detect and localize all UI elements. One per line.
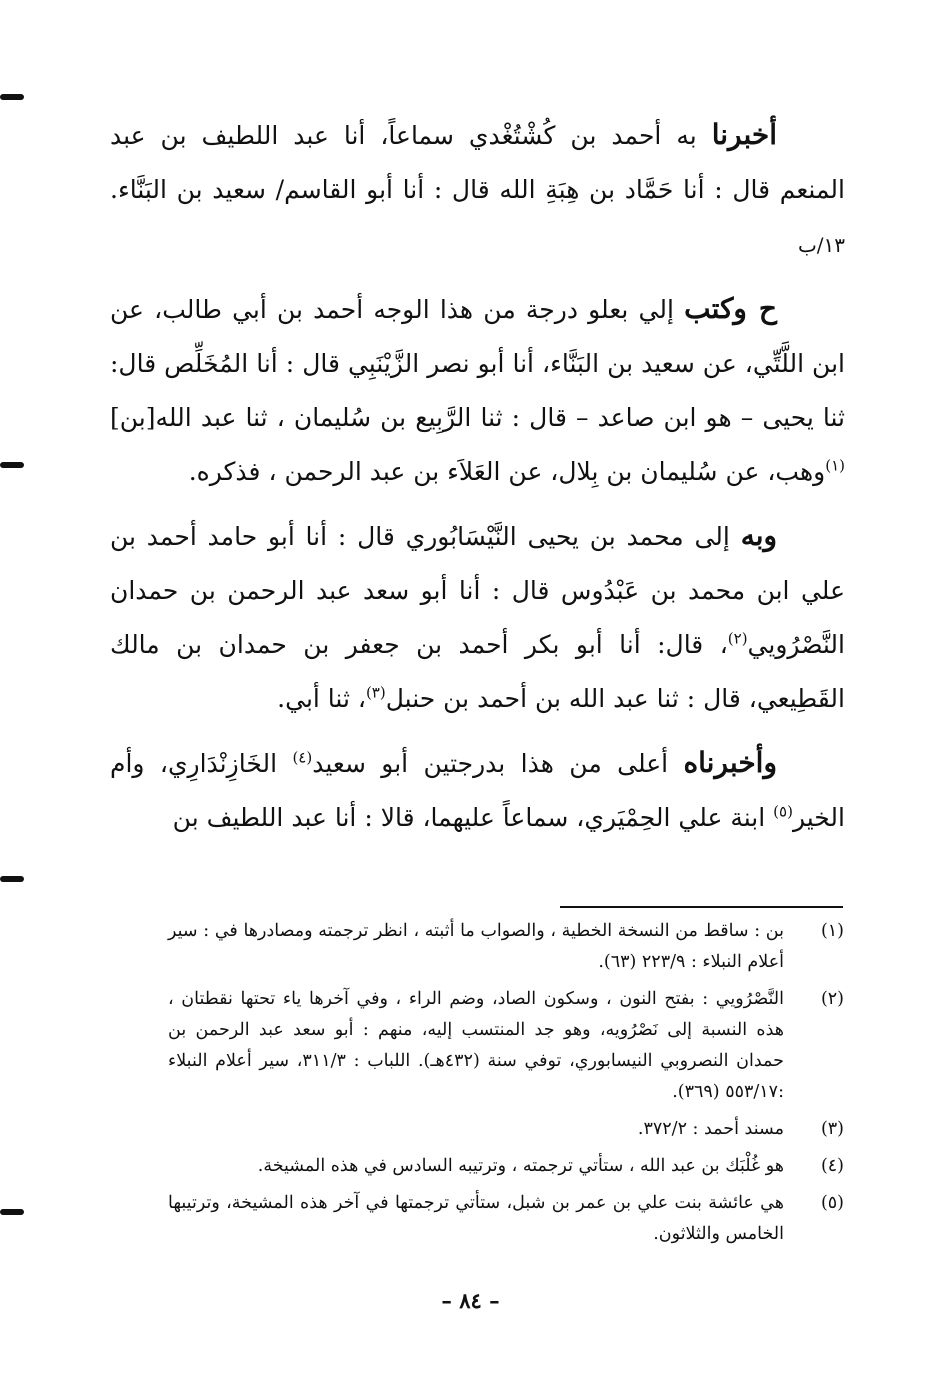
footnotes bbox=[168, 916, 844, 1256]
paragraph-1 bbox=[110, 108, 845, 272]
main-text bbox=[110, 108, 845, 855]
paragraph-text: ابنة علي الحِمْيَري، سماعاً عليهما، قالا : أنا عبد اللطيف بن bbox=[172, 803, 766, 832]
footnote-3 bbox=[168, 1114, 844, 1145]
footnote-text: هي عائشة بنت علي بن عمر بن شبل، ستأتي ترجمتها في آخر هذه المشيخة، وترتيبها الخامس والثلاثون. bbox=[168, 1193, 784, 1244]
footnote-text: مسند أحمد : ٣٧٢/٢. bbox=[637, 1119, 784, 1139]
paragraph-2 bbox=[110, 282, 845, 499]
footnote-number: (٢) bbox=[820, 989, 844, 1009]
paragraph-text: ، ثنا أبي. bbox=[277, 684, 366, 713]
footnote-ref: (٤) bbox=[292, 748, 313, 767]
footnote-4 bbox=[168, 1151, 844, 1182]
footnote-ref: (٥) bbox=[773, 802, 793, 821]
paragraph-lead: وأخبرناه bbox=[683, 746, 777, 779]
page-number: – ٨٤ – bbox=[441, 1288, 500, 1313]
paragraph-text: ، قال: أنا أبو بكر أحمد بن جعفر بن حمدان بن مالك القَطِيعي، قال : ثنا عبد الله بن أحمد بن حنبل bbox=[110, 630, 845, 713]
footnote-ref: (١) bbox=[825, 456, 845, 475]
scan-edge-mark bbox=[0, 462, 24, 468]
paragraph-4 bbox=[110, 736, 845, 845]
scan-edge-mark bbox=[0, 94, 24, 100]
footnote-number: (١) bbox=[820, 921, 844, 941]
scan-edge-mark bbox=[0, 1209, 24, 1215]
paragraph-text: إلى محمد بن يحيى النَّيْسَابُوري قال : أنا أبو حامد أحمد بن علي ابن محمد بن عَبْدُوس قال : أنا أبو سعد عبد الرحمن بن حمدان النَّصْرُويي bbox=[110, 522, 845, 659]
paragraph-lead: أخبرنا bbox=[711, 118, 777, 151]
footnote-number: (٥) bbox=[820, 1193, 844, 1213]
paragraph-lead: ح وكتب bbox=[684, 292, 777, 325]
paragraph-text: أعلى من هذا بدرجتين أبو سعيد bbox=[312, 749, 669, 778]
footnote-text: النَّصْرُويي : بفتح النون ، وسكون الصاد، وضم الراء ، وفي آخرها ياء تحتها نقطتان ، هذه النسبة إلى نَصْرُويه، وهو جد المنتسب إليه، منهم : أبو سعد عبد الرحمن بن حمدان النصروبي النيسابوري، توفي سنة (٤٣٢هـ). اللباب : ٣١١/٣، سير أعلام النبلاء :٥٥٣/١٧ (٣٦٩). bbox=[168, 989, 784, 1102]
paragraph-3 bbox=[110, 509, 845, 726]
footnote-number: (٣) bbox=[820, 1119, 844, 1139]
footnote-divider bbox=[560, 906, 843, 908]
footnote-number: (٤) bbox=[820, 1156, 844, 1176]
paragraph-text: به أحمد بن كُشْتُغْدي سماعاً، أنا عبد اللطيف بن عبد المنعم قال : أنا حَمَّاد بن هِبَةِ الله قال : أنا أبو القاسم/ سعيد بن البَنَّاء. bbox=[110, 121, 845, 204]
footnote-2 bbox=[168, 984, 844, 1108]
paragraph-text: إلي بعلو درجة من هذا الوجه أحمد بن أبي طالب، عن ابن اللَّتِّي، عن سعيد بن البَنَّاء، أنا أبو نصر الزَّيْنَبِي قال : أنا المُخَلِّص قال: ثنا يحيى – هو ابن صاعد – قال : ثنا الرَّبِيع بن سُليمان ، ثنا عبد الله[بن] bbox=[110, 295, 845, 432]
paragraph-text: وهب، عن سُليمان بن بِلال، عن العَلاَء بن عبد الرحمن ، فذكره. bbox=[188, 457, 826, 486]
paragraph-text: الخَازِنْدَارِي، وأم الخير bbox=[110, 749, 845, 832]
footnote-text: هو غُلْبَك بن عبد الله ، ستأتي ترجمته ، وترتيبه السادس في هذه المشيخة. bbox=[257, 1156, 784, 1176]
footnote-ref: (٣) bbox=[365, 683, 386, 702]
footnote-5 bbox=[168, 1188, 844, 1250]
margin-note: ١٣/ب bbox=[797, 233, 845, 257]
footnote-ref: (٢) bbox=[727, 629, 748, 648]
footnote-1 bbox=[168, 916, 844, 978]
scan-edge-mark bbox=[0, 876, 24, 882]
footnote-text: بن : ساقط من النسخة الخطية ، والصواب ما أثبته ، انظر ترجمته ومصادرها في : سير أعلام النبلاء : ٢٢٣/٩ (٦٣). bbox=[168, 921, 784, 972]
paragraph-lead: وبه bbox=[740, 519, 778, 552]
